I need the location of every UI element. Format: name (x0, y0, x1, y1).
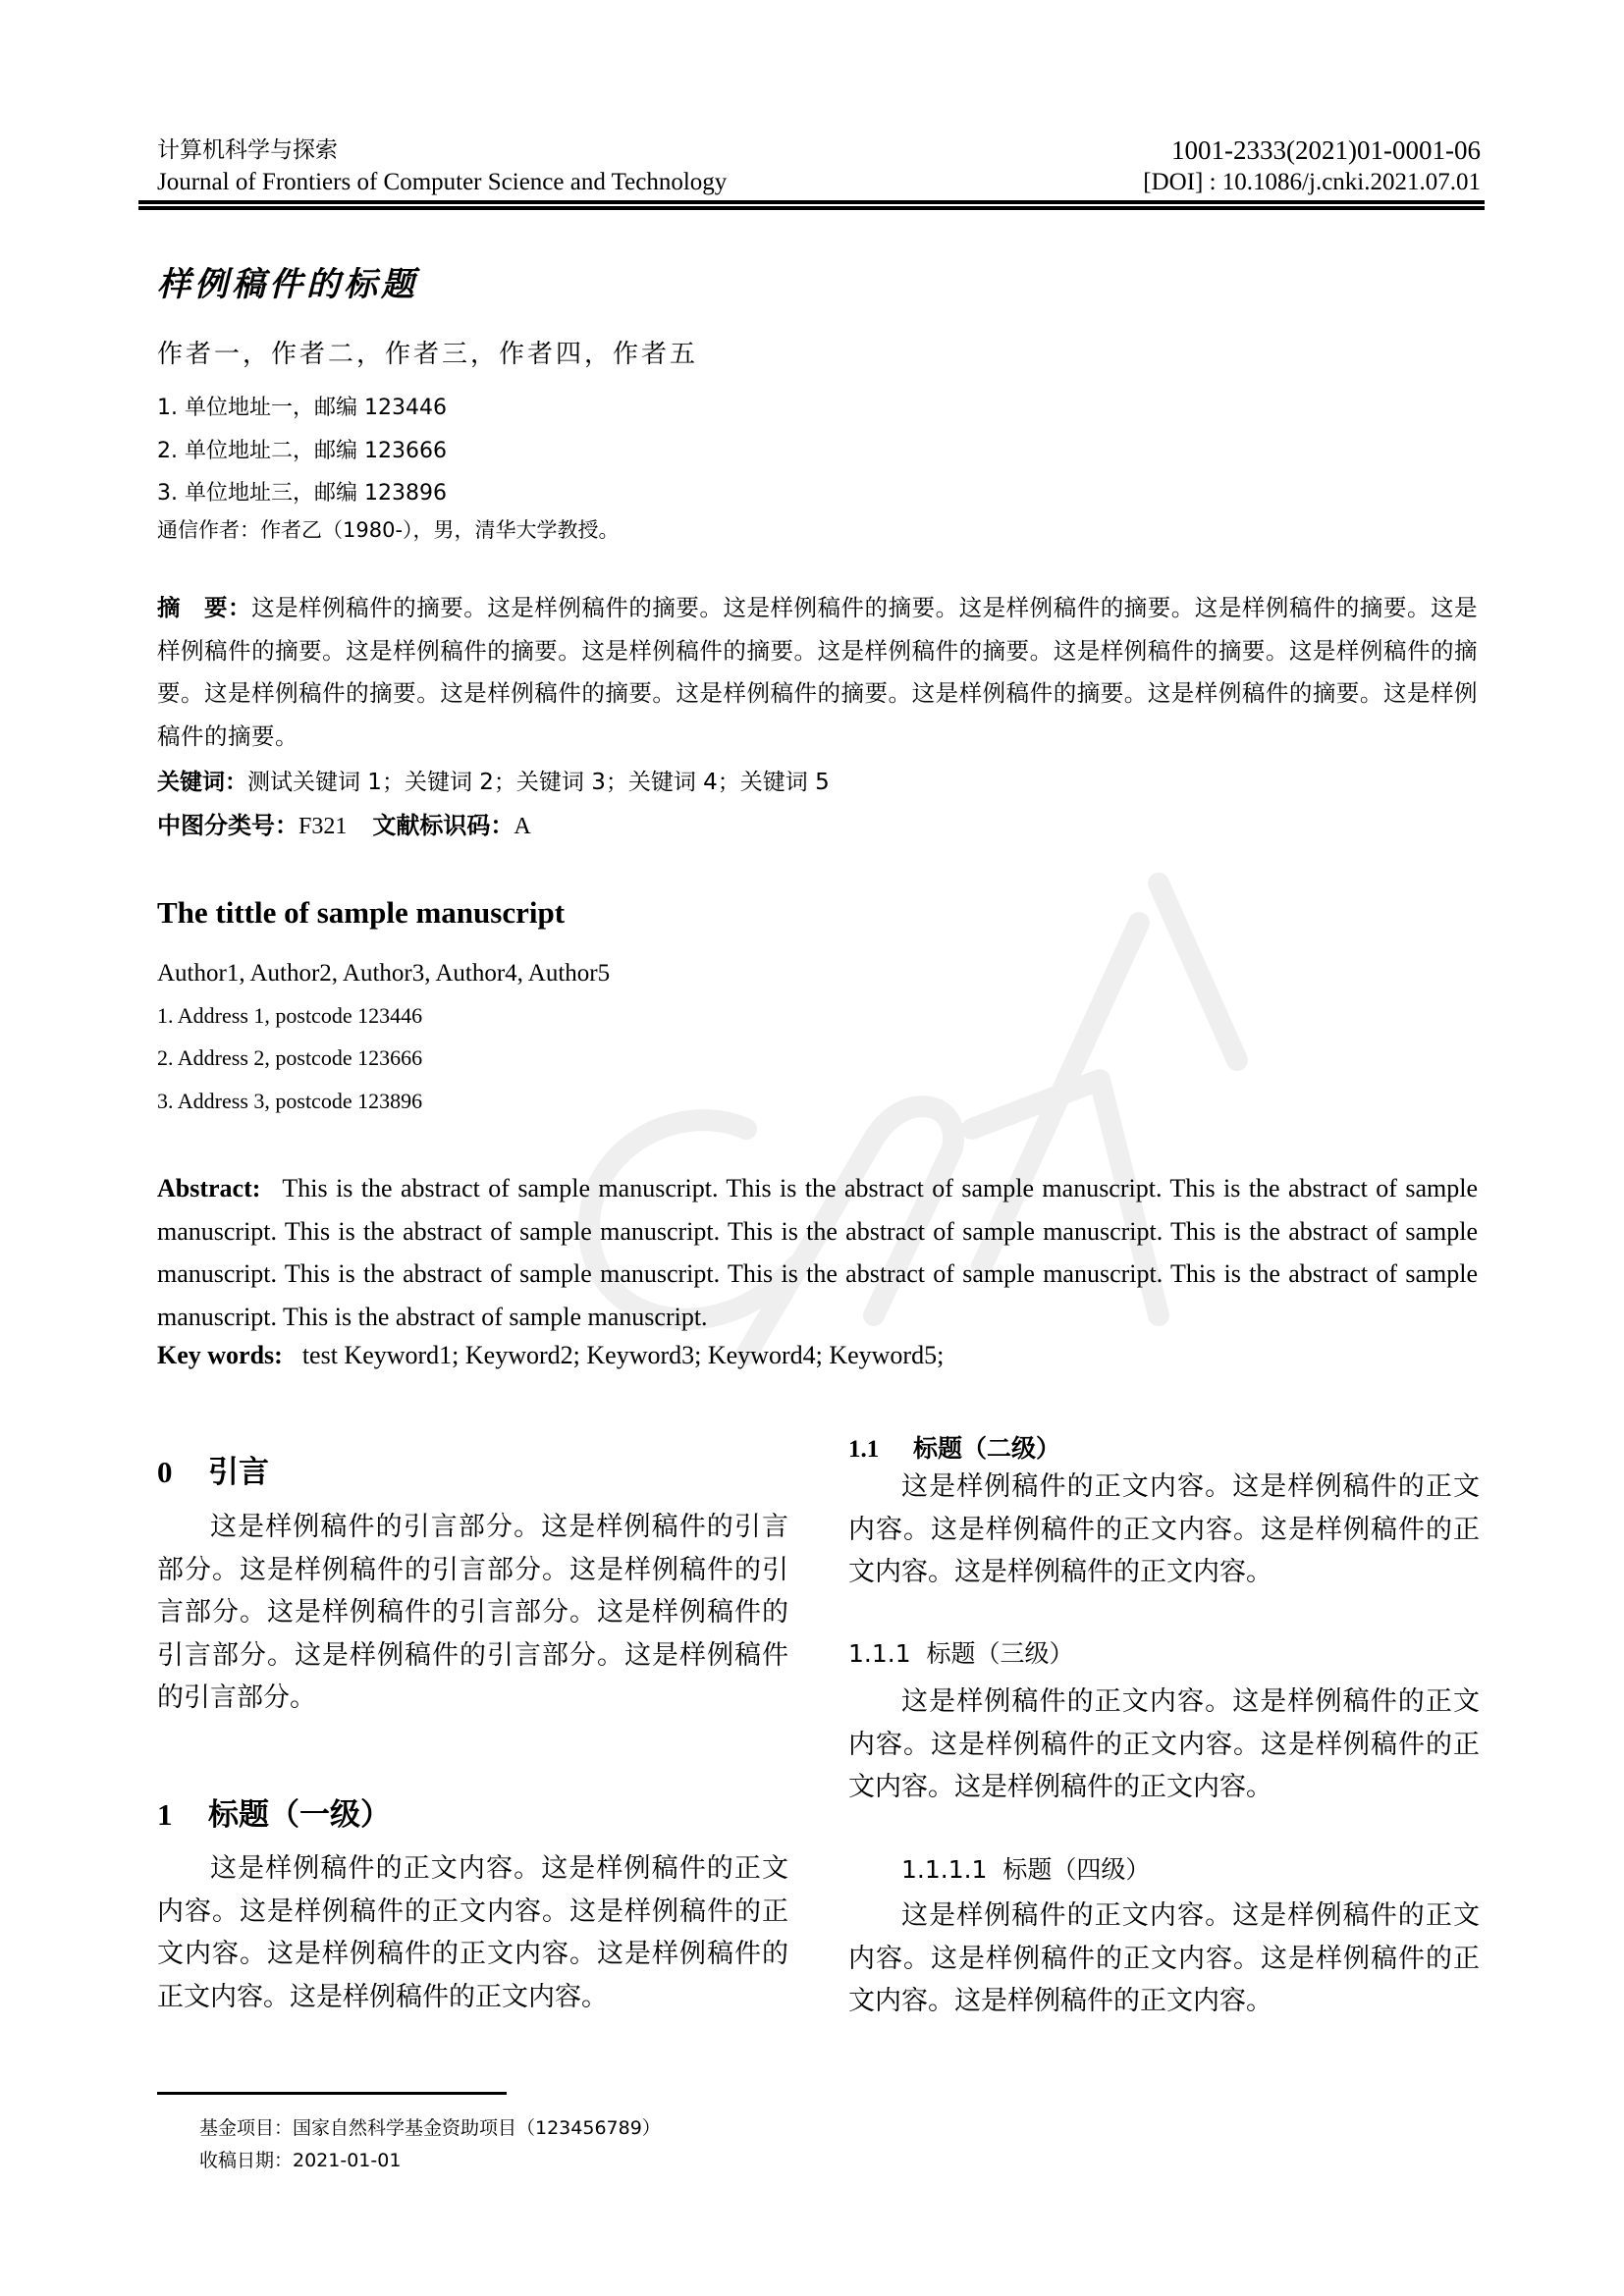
journal-name-cn: 计算机科学与探索 (157, 137, 338, 163)
classification-line (157, 806, 531, 840)
doc-code-value: A (514, 814, 531, 839)
section-0-title: 引言 (208, 1455, 269, 1490)
correspondence-author: 通信作者：作者乙（1980-），男，清华大学教授。 (157, 518, 620, 542)
section-1-number: 1 (157, 1797, 173, 1832)
section-0-paragraph: 这是样例稿件的引言部分。这是样例稿件的引言部分。这是样例稿件的引言部分。这是样例稿件的引言部分。这是样例稿件的引言部分。这是样例稿件的引言部分。这是样例稿件的引言部分。这是样例稿件的引言部分。 (157, 1512, 788, 1713)
abstract-en-text: This is the abstract of sample manuscript. This is the abstract of sample manuscript. This is the abstract of sample manuscript. This is the abstract of sample manuscript. This is the abstract of sample manuscript. This is the abstract of sample manuscript. This is the abstract of sample manuscript. This is the abstract of sample manuscript. This is the abstract of sample manuscript. This is the abstract of sample manuscript. (157, 1174, 1478, 1331)
section-0-heading (157, 1447, 269, 1491)
abstract-en (157, 1167, 1478, 1338)
authors-en: Author1, Author2, Author3, Author4, Author5 (157, 960, 611, 987)
footnote-fund: 基金项目：国家自然科学基金资助项目（123456789） (199, 2117, 661, 2139)
doi: [DOI] : 10.1086/j.cnki.2021.07.01 (1143, 169, 1481, 195)
address-cn-3: 3. 单位地址三，邮编 123896 (157, 481, 447, 506)
section-1-paragraph: 这是样例稿件的正文内容。这是样例稿件的正文内容。这是样例稿件的正文内容。这是样例稿件的正文内容。这是样例稿件的正文内容。这是样例稿件的正文内容。这是样例稿件的正文内容。 (157, 1853, 788, 2012)
footnote-rule (157, 2092, 507, 2095)
title-en: The tittle of sample manuscript (157, 895, 566, 930)
address-en-2: 2. Address 2, postcode 123666 (157, 1045, 423, 1070)
address-en-1: 1. Address 1, postcode 123446 (157, 1003, 423, 1028)
watermark-letter-i (1159, 883, 1237, 1060)
section-1-1-heading (848, 1429, 1060, 1465)
section-0-number: 0 (157, 1455, 173, 1489)
clc-value: F321 (298, 814, 348, 839)
section-1-1-1-1-heading: 1.1.1.1 标题（四级） (901, 1855, 1151, 1884)
authors-cn: 作者一，作者二，作者三，作者四，作者五 (157, 340, 699, 369)
title-cn: 样例稿件的标题 (157, 265, 418, 304)
abstract-cn (157, 587, 1478, 758)
section-1-1-title: 标题（二级） (913, 1434, 1061, 1463)
address-cn-1: 1. 单位地址一，邮编 123446 (157, 396, 447, 420)
abstract-en-label: Abstract: (157, 1174, 261, 1202)
section-1-1-1-heading: 1.1.1 标题（三级） (848, 1639, 1074, 1668)
clc-label: 中图分类号： (157, 812, 298, 839)
header-rule-bottom (138, 206, 1485, 210)
address-en-3: 3. Address 3, postcode 123896 (157, 1089, 423, 1113)
header-rule-top (138, 200, 1485, 204)
keywords-en-text: test Keyword1; Keyword2; Keyword3; Keyword4; Keyword5; (301, 1341, 945, 1369)
keywords-en (157, 1341, 944, 1370)
keywords-cn-text: 测试关键词 1；关键词 2；关键词 3；关键词 4；关键词 5 (247, 770, 830, 795)
keywords-cn-label: 关键词： (157, 770, 247, 795)
address-cn-2: 2. 单位地址二，邮编 123666 (157, 439, 447, 463)
keywords-en-label: Key words: (157, 1341, 283, 1369)
doc-code-label: 文献标识码： (372, 812, 514, 839)
section-1-1-number: 1.1 (848, 1436, 880, 1463)
issn-code: 1001-2333(2021)01-0001-06 (1171, 135, 1481, 165)
section-1-title: 标题（一级） (208, 1797, 391, 1833)
section-1-1-paragraph: 这是样例稿件的正文内容。这是样例稿件的正文内容。这是样例稿件的正文内容。这是样例稿件的正文内容。这是样例稿件的正文内容。 (848, 1471, 1480, 1587)
keywords-cn (157, 764, 830, 796)
section-1-1-1-1-paragraph: 这是样例稿件的正文内容。这是样例稿件的正文内容。这是样例稿件的正文内容。这是样例稿件的正文内容。这是样例稿件的正文内容。 (848, 1900, 1480, 2016)
section-1-heading (157, 1789, 391, 1834)
abstract-cn-text: 这是样例稿件的摘要。这是样例稿件的摘要。这是样例稿件的摘要。这是样例稿件的摘要。这是样例稿件的摘要。这是样例稿件的摘要。这是样例稿件的摘要。这是样例稿件的摘要。这是样例稿件的摘要。这是样例稿件的摘要。这是样例稿件的摘要。这是样例稿件的摘要。这是样例稿件的摘要。这是样例稿件的摘要。这是样例稿件的摘要。这是样例稿件的摘要。这是样例稿件的摘要。 (157, 594, 1479, 750)
footnote-received-date: 收稿日期：2021-01-01 (199, 2150, 402, 2171)
section-1-1-1-paragraph: 这是样例稿件的正文内容。这是样例稿件的正文内容。这是样例稿件的正文内容。这是样例稿件的正文内容。这是样例稿件的正文内容。 (848, 1686, 1480, 1802)
journal-name-en: Journal of Frontiers of Computer Science and Technology (157, 169, 728, 195)
abstract-cn-label: 摘 要： (157, 594, 252, 621)
